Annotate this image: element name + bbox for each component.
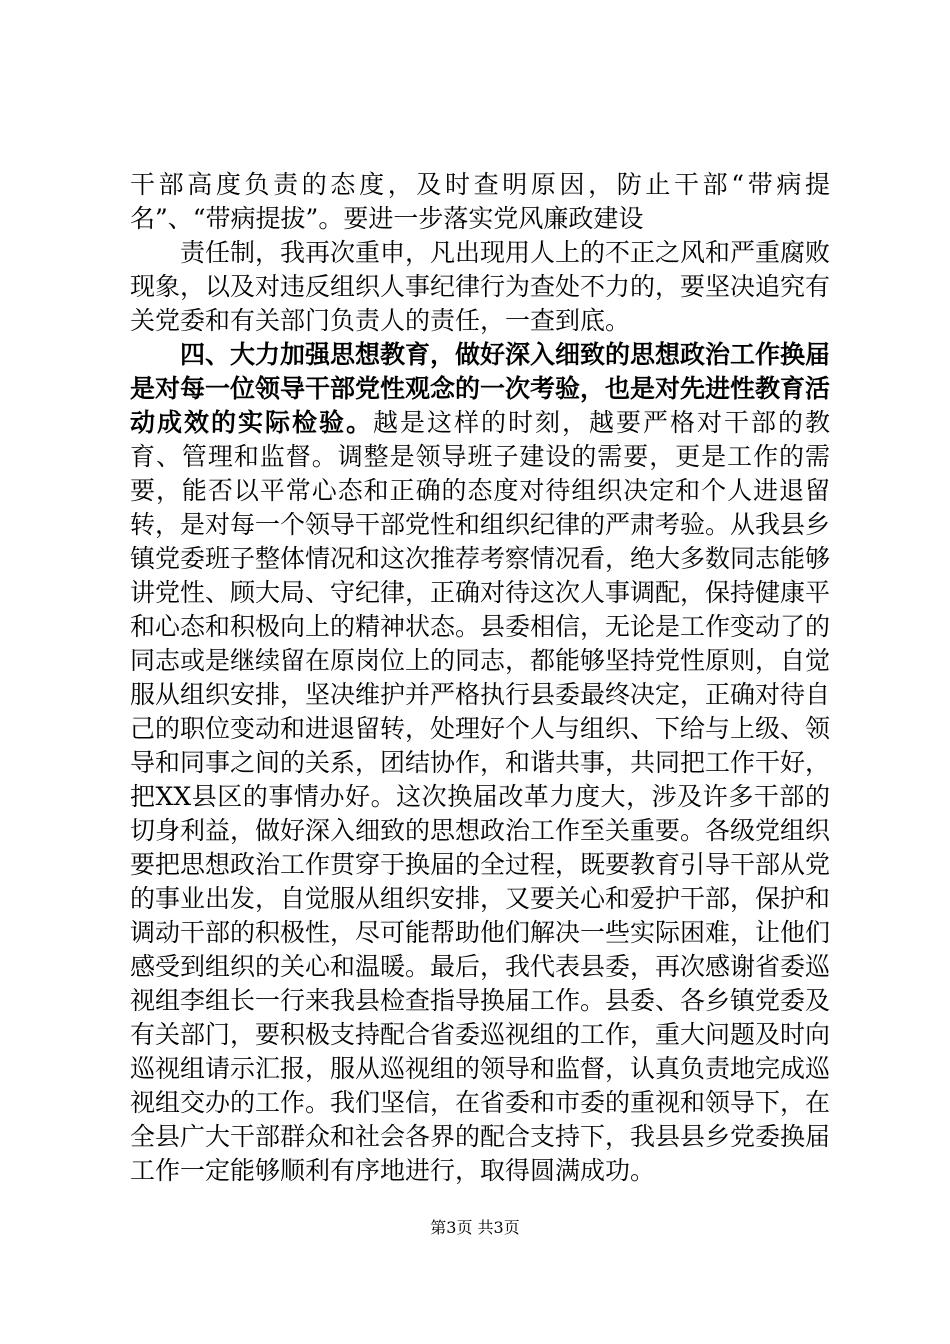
paragraph-2	[130, 236, 830, 338]
paragraph-3	[130, 338, 830, 1188]
paragraph-3-text: 越是这样的时刻，越要严格对干部的教育、管理和监督。调整是领导班子建设的需要，更是工作的需要，能否以平常心态和正确的态度对待组织决定和个人进退留转，是对每一个领导干部党性和组织纪律的严肃考验。从我县乡镇党委班子整体情况和这次推荐考察情况看，绝大多数同志能够讲党性、顾大局、守纪律，正确对待这次人事调配，保持健康平和心态和积极向上的精神状态。县委相信，无论是工作变动了的同志或是继续留在原岗位上的同志，都能够坚持党性原则，自觉服从组织安排，坚决维护并严格执行县委最终决定，正确对待自己的职位变动和进退留转，处理好个人与组织、下给与上级、领导和同事之间的关系，团结协作，和谐共事，共同把工作干好，把XX县区的事情办好。这次换届改革力度大，涉及许多干部的切身利益，做好深入细致的思想政治工作至关重要。各级党组织要把思想政治工作贯穿于换届的全过程，既要教育引导干部从党的事业出发，自觉服从组织安排，又要关心和爱护干部，保护和调动干部的积极性，尽可能帮助他们解决一些实际困难，让他们感受到组织的关心和温暖。最后，我代表县委，再次感谢省委巡视组李组长一行来我县检查指导换届工作。县委、各乡镇党委及有关部门，要积极支持配合省委巡视组的工作，重大问题及时向巡视组请示汇报，服从巡视组的领导和监督，认真负责地完成巡视组交办的工作。我们坚信，在省委和市委的重视和领导下，在全县广大干部群众和社会各界的配合支持下，我县县乡党委换届工作一定能够顺利有序地进行，取得圆满成功。	[130, 408, 831, 1185]
page-footer	[0, 1218, 950, 1238]
section-heading-4: 四、大力加强思想教育，做好深入细致的思想政治工作换届是对每一位领导干部党性观念的一次考验，也是对先进性教育活动成效的实际检验。	[130, 340, 831, 437]
document-body	[130, 168, 830, 1188]
paragraph-1	[130, 168, 830, 236]
paragraph-2-text: 责任制，我再次重申，凡出现用人上的不正之风和严重腐败现象，以及对违反组织人事纪律行为查处不力的，要坚决追究有关党委和有关部门负责人的责任，一查到底。	[130, 238, 831, 335]
page-number: 第3页 共3页	[430, 1218, 520, 1237]
paragraph-1-text: 干部高度负责的态度，及时查明原因，防止干部“带病提名”、“带病提拔”。要进一步落实党风廉政建设	[130, 170, 830, 233]
